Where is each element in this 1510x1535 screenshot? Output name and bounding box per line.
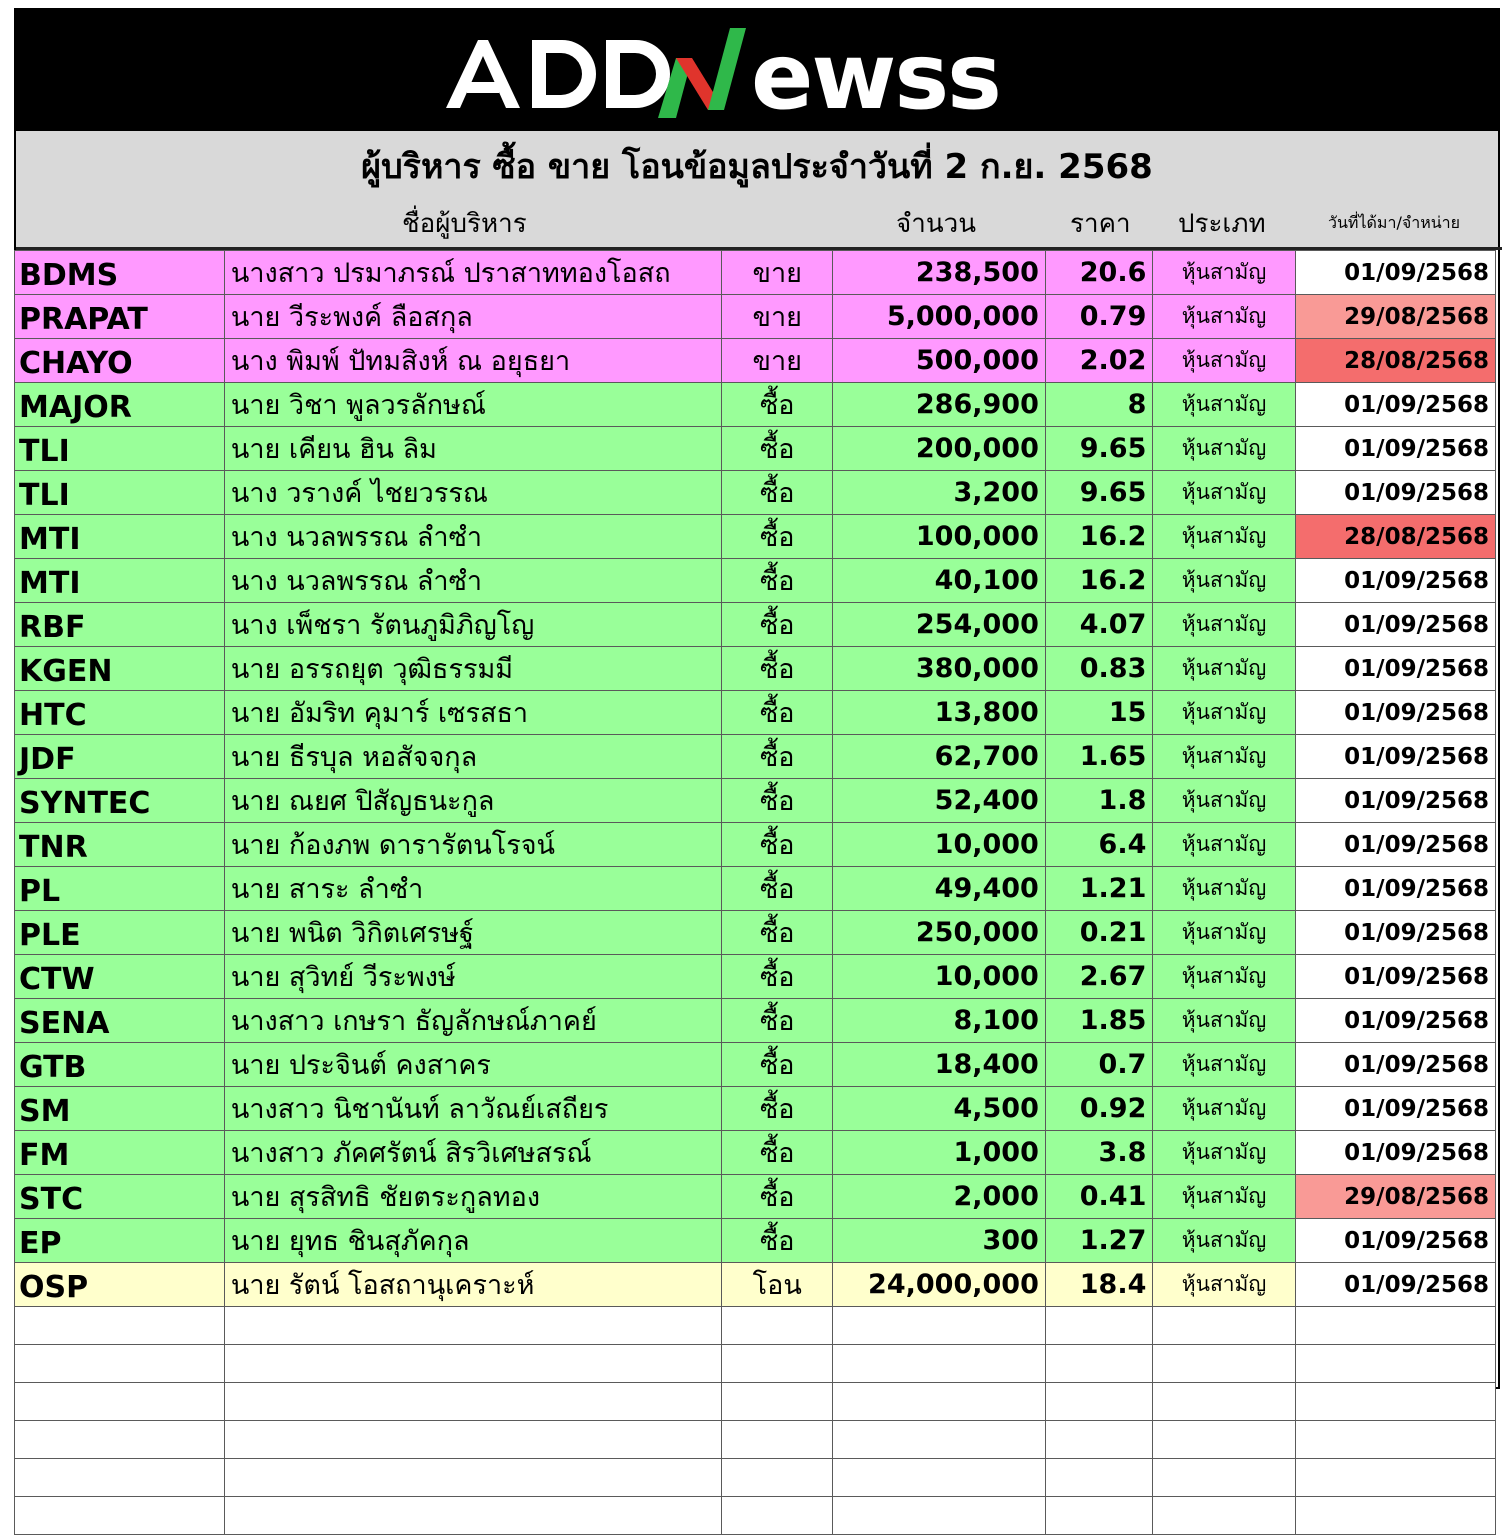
- empty-row: [15, 1421, 1496, 1459]
- trade-quantity: 1,000: [833, 1131, 1046, 1175]
- trade-price: 2.02: [1045, 339, 1153, 383]
- empty-cell: [1295, 1421, 1495, 1459]
- page-title: ผู้บริหาร ซื้อ ขาย โอนข้อมูลประจำวันที่ 2 ก.ย. 2568: [361, 147, 1153, 187]
- empty-cell: [1153, 1497, 1295, 1535]
- insider-trades-table: [14, 250, 1496, 1535]
- security-type: หุ้นสามัญ: [1153, 955, 1295, 999]
- executive-name: นาง วรางค์ ไชยวรรณ: [224, 471, 721, 515]
- table-row: [15, 339, 1496, 383]
- empty-cell: [1295, 1497, 1495, 1535]
- trade-action: ขาย: [722, 339, 833, 383]
- empty-cell: [1045, 1497, 1153, 1535]
- trade-price: 0.83: [1045, 647, 1153, 691]
- trade-price: 0.7: [1045, 1043, 1153, 1087]
- security-type: หุ้นสามัญ: [1153, 383, 1295, 427]
- empty-cell: [15, 1459, 225, 1497]
- empty-cell: [1045, 1459, 1153, 1497]
- empty-row: [15, 1459, 1496, 1497]
- trade-quantity: 13,800: [833, 691, 1046, 735]
- trade-price: 4.07: [1045, 603, 1153, 647]
- trade-quantity: 62,700: [833, 735, 1046, 779]
- trade-date: 01/09/2568: [1295, 955, 1495, 999]
- empty-cell: [722, 1383, 833, 1421]
- stock-symbol: CHAYO: [15, 339, 225, 383]
- trade-date: 01/09/2568: [1295, 251, 1495, 295]
- security-type: หุ้นสามัญ: [1153, 339, 1295, 383]
- trade-quantity: 100,000: [833, 515, 1046, 559]
- table-row: [15, 1175, 1496, 1219]
- stock-symbol: STC: [15, 1175, 225, 1219]
- empty-cell: [833, 1383, 1046, 1421]
- table-row: [15, 1043, 1496, 1087]
- empty-cell: [1295, 1459, 1495, 1497]
- stock-symbol: MAJOR: [15, 383, 225, 427]
- security-type: หุ้นสามัญ: [1153, 1219, 1295, 1263]
- trade-quantity: 200,000: [833, 427, 1046, 471]
- trade-action: ขาย: [722, 295, 833, 339]
- trade-action: ซื้อ: [722, 559, 833, 603]
- empty-cell: [722, 1307, 833, 1345]
- security-type: หุ้นสามัญ: [1153, 515, 1295, 559]
- trade-quantity: 3,200: [833, 471, 1046, 515]
- security-type: หุ้นสามัญ: [1153, 1043, 1295, 1087]
- trade-price: 3.8: [1045, 1131, 1153, 1175]
- trade-quantity: 250,000: [833, 911, 1046, 955]
- executive-name: นางสาว นิชานันท์ ลาวัณย์เสถียร: [224, 1087, 721, 1131]
- executive-name: นาย เคียน ฮิน ลิม: [224, 427, 721, 471]
- executive-name: นางสาว เกษรา ธัญลักษณ์ภาคย์: [224, 999, 721, 1043]
- table-row: [15, 295, 1496, 339]
- trade-quantity: 24,000,000: [833, 1263, 1046, 1307]
- executive-name: นาย ก้องภพ ดารารัตนโรจน์: [224, 823, 721, 867]
- title-area: [16, 131, 1498, 249]
- trade-action: ซื้อ: [722, 823, 833, 867]
- trade-date: 01/09/2568: [1295, 911, 1495, 955]
- security-type: หุ้นสามัญ: [1153, 251, 1295, 295]
- trade-price: 1.8: [1045, 779, 1153, 823]
- trade-price: 1.65: [1045, 735, 1153, 779]
- trade-date: 01/09/2568: [1295, 999, 1495, 1043]
- stock-symbol: RBF: [15, 603, 225, 647]
- executive-name: นางสาว ภัคศรัตน์ สิรวิเศษสรณ์: [224, 1131, 721, 1175]
- trade-quantity: 10,000: [833, 823, 1046, 867]
- table-row: [15, 1131, 1496, 1175]
- trade-price: 20.6: [1045, 251, 1153, 295]
- trade-date: 01/09/2568: [1295, 1087, 1495, 1131]
- security-type: หุ้นสามัญ: [1153, 1087, 1295, 1131]
- stock-symbol: JDF: [15, 735, 225, 779]
- svg-text:ewss: ewss: [751, 23, 1000, 130]
- empty-cell: [722, 1497, 833, 1535]
- executive-name: นาง นวลพรรณ ลำซำ: [224, 559, 721, 603]
- executive-name: นาย วีระพงค์ ลือสกุล: [224, 295, 721, 339]
- table-row: [15, 1087, 1496, 1131]
- stock-symbol: CTW: [15, 955, 225, 999]
- stock-symbol: HTC: [15, 691, 225, 735]
- stock-symbol: TLI: [15, 427, 225, 471]
- empty-cell: [1153, 1421, 1295, 1459]
- stock-symbol: GTB: [15, 1043, 225, 1087]
- trade-price: 15: [1045, 691, 1153, 735]
- trade-date: 01/09/2568: [1295, 559, 1495, 603]
- empty-cell: [833, 1345, 1046, 1383]
- trade-date: 01/09/2568: [1295, 427, 1495, 471]
- trade-price: 0.79: [1045, 295, 1153, 339]
- empty-cell: [15, 1497, 225, 1535]
- executive-name: นาย รัตน์ โอสถานุเคราะห์: [224, 1263, 721, 1307]
- empty-cell: [1295, 1345, 1495, 1383]
- empty-cell: [1153, 1345, 1295, 1383]
- table-row: [15, 911, 1496, 955]
- stock-symbol: PL: [15, 867, 225, 911]
- trade-quantity: 8,100: [833, 999, 1046, 1043]
- table-row: [15, 515, 1496, 559]
- security-type: หุ้นสามัญ: [1153, 779, 1295, 823]
- table-row: [15, 1263, 1496, 1307]
- table-row: [15, 823, 1496, 867]
- executive-name: นาง เพ็ชรา รัตนภูมิภิญโญ: [224, 603, 721, 647]
- trade-price: 8: [1045, 383, 1153, 427]
- executive-name: นาง นวลพรรณ ลำซำ: [224, 515, 721, 559]
- stock-symbol: SYNTEC: [15, 779, 225, 823]
- trade-action: ซื้อ: [722, 735, 833, 779]
- trade-date: 01/09/2568: [1295, 1043, 1495, 1087]
- trade-date: 01/09/2568: [1295, 603, 1495, 647]
- trade-quantity: 254,000: [833, 603, 1046, 647]
- executive-name: นาย สุวิทย์ วีระพงษ์: [224, 955, 721, 999]
- stock-symbol: SM: [15, 1087, 225, 1131]
- trade-quantity: 500,000: [833, 339, 1046, 383]
- trade-quantity: 300: [833, 1219, 1046, 1263]
- trade-action: ซื้อ: [722, 1219, 833, 1263]
- security-type: หุ้นสามัญ: [1153, 1175, 1295, 1219]
- security-type: หุ้นสามัญ: [1153, 691, 1295, 735]
- table-row: [15, 603, 1496, 647]
- trade-quantity: 4,500: [833, 1087, 1046, 1131]
- table-row: [15, 955, 1496, 999]
- trade-price: 6.4: [1045, 823, 1153, 867]
- executive-name: นาย วิชา พูลวรลักษณ์: [224, 383, 721, 427]
- stock-symbol: PRAPAT: [15, 295, 225, 339]
- security-type: หุ้นสามัญ: [1153, 911, 1295, 955]
- trade-price: 1.27: [1045, 1219, 1153, 1263]
- trade-date: 28/08/2568: [1295, 339, 1495, 383]
- empty-cell: [224, 1383, 721, 1421]
- executive-name: นาย ธีรบุล หอสัจจกุล: [224, 735, 721, 779]
- security-type: หุ้นสามัญ: [1153, 1131, 1295, 1175]
- table-row: [15, 471, 1496, 515]
- trade-quantity: 286,900: [833, 383, 1046, 427]
- table-row: [15, 735, 1496, 779]
- empty-cell: [833, 1497, 1046, 1535]
- trade-action: ซื้อ: [722, 955, 833, 999]
- trade-quantity: 18,400: [833, 1043, 1046, 1087]
- stock-symbol: EP: [15, 1219, 225, 1263]
- executive-name: นาย สาระ ลำซำ: [224, 867, 721, 911]
- empty-cell: [833, 1421, 1046, 1459]
- stock-symbol: TNR: [15, 823, 225, 867]
- empty-cell: [722, 1421, 833, 1459]
- empty-cell: [224, 1497, 721, 1535]
- stock-symbol: KGEN: [15, 647, 225, 691]
- table-row: [15, 1219, 1496, 1263]
- empty-cell: [15, 1383, 225, 1421]
- security-type: หุ้นสามัญ: [1153, 559, 1295, 603]
- trade-date: 01/09/2568: [1295, 1263, 1495, 1307]
- trade-quantity: 238,500: [833, 251, 1046, 295]
- executive-name: นาย ยุทธ ชินสุภัคกุล: [224, 1219, 721, 1263]
- stock-symbol: PLE: [15, 911, 225, 955]
- security-type: หุ้นสามัญ: [1153, 647, 1295, 691]
- trade-action: ซื้อ: [722, 1131, 833, 1175]
- empty-cell: [224, 1345, 721, 1383]
- empty-cell: [1045, 1345, 1153, 1383]
- trade-action: ซื้อ: [722, 647, 833, 691]
- empty-row: [15, 1497, 1496, 1535]
- empty-cell: [722, 1459, 833, 1497]
- empty-cell: [224, 1307, 721, 1345]
- security-type: หุ้นสามัญ: [1153, 603, 1295, 647]
- table-row: [15, 647, 1496, 691]
- trade-action: ซื้อ: [722, 515, 833, 559]
- empty-cell: [833, 1307, 1046, 1345]
- header-type: ประเภท: [1178, 209, 1266, 239]
- trade-quantity: 49,400: [833, 867, 1046, 911]
- trade-action: ซื้อ: [722, 383, 833, 427]
- empty-cell: [722, 1345, 833, 1383]
- executive-name: นาย ณยศ ปิสัญธนะกูล: [224, 779, 721, 823]
- trade-action: ซื้อ: [722, 427, 833, 471]
- trade-action: ซื้อ: [722, 1043, 833, 1087]
- header-date: วันที่ได้มา/จำหน่าย: [1328, 213, 1461, 232]
- trade-price: 16.2: [1045, 559, 1153, 603]
- trade-date: 01/09/2568: [1295, 779, 1495, 823]
- logo-banner: [16, 10, 1498, 131]
- empty-cell: [1153, 1307, 1295, 1345]
- security-type: หุ้นสามัญ: [1153, 735, 1295, 779]
- trade-date: 01/09/2568: [1295, 1131, 1495, 1175]
- executive-name: นาย อัมริท คุมาร์ เซรสธา: [224, 691, 721, 735]
- trade-action: ซื้อ: [722, 867, 833, 911]
- trade-action: ซื้อ: [722, 999, 833, 1043]
- table-row: [15, 427, 1496, 471]
- stock-symbol: TLI: [15, 471, 225, 515]
- empty-cell: [1153, 1459, 1295, 1497]
- addnewss-logo: [16, 10, 1498, 131]
- trade-date: 28/08/2568: [1295, 515, 1495, 559]
- trade-action: ขาย: [722, 251, 833, 295]
- stock-symbol: BDMS: [15, 251, 225, 295]
- table-row: [15, 251, 1496, 295]
- trade-action: โอน: [722, 1263, 833, 1307]
- empty-row: [15, 1345, 1496, 1383]
- empty-row: [15, 1307, 1496, 1345]
- empty-cell: [15, 1421, 225, 1459]
- trade-date: 29/08/2568: [1295, 295, 1495, 339]
- table-row: [15, 383, 1496, 427]
- stock-symbol: FM: [15, 1131, 225, 1175]
- header-name: ชื่อผู้บริหาร: [402, 209, 527, 239]
- security-type: หุ้นสามัญ: [1153, 867, 1295, 911]
- stock-symbol: OSP: [15, 1263, 225, 1307]
- empty-cell: [1153, 1383, 1295, 1421]
- executive-name: นาย อรรถยุต วุฒิธรรมมี: [224, 647, 721, 691]
- security-type: หุ้นสามัญ: [1153, 295, 1295, 339]
- trade-quantity: 380,000: [833, 647, 1046, 691]
- stock-symbol: MTI: [15, 559, 225, 603]
- empty-cell: [1045, 1421, 1153, 1459]
- executive-name: นางสาว ปรมาภรณ์ ปราสาททองโอสถ: [224, 251, 721, 295]
- trade-date: 01/09/2568: [1295, 867, 1495, 911]
- trade-date: 01/09/2568: [1295, 691, 1495, 735]
- trade-action: ซื้อ: [722, 911, 833, 955]
- empty-cell: [1045, 1307, 1153, 1345]
- header-quantity: จำนวน: [896, 209, 976, 239]
- empty-cell: [1295, 1307, 1495, 1345]
- trade-price: 0.92: [1045, 1087, 1153, 1131]
- trade-price: 1.21: [1045, 867, 1153, 911]
- stock-symbol: SENA: [15, 999, 225, 1043]
- trade-quantity: 40,100: [833, 559, 1046, 603]
- security-type: หุ้นสามัญ: [1153, 823, 1295, 867]
- empty-cell: [1045, 1383, 1153, 1421]
- trade-date: 01/09/2568: [1295, 471, 1495, 515]
- trade-price: 0.21: [1045, 911, 1153, 955]
- trade-price: 0.41: [1045, 1175, 1153, 1219]
- empty-cell: [224, 1459, 721, 1497]
- empty-cell: [833, 1459, 1046, 1497]
- security-type: หุ้นสามัญ: [1153, 999, 1295, 1043]
- empty-cell: [15, 1307, 225, 1345]
- executive-name: นาง พิมพ์ ปัทมสิงห์ ณ อยุธยา: [224, 339, 721, 383]
- empty-cell: [224, 1421, 721, 1459]
- empty-cell: [15, 1345, 225, 1383]
- security-type: หุ้นสามัญ: [1153, 427, 1295, 471]
- trade-date: 01/09/2568: [1295, 647, 1495, 691]
- trade-date: 29/08/2568: [1295, 1175, 1495, 1219]
- trade-price: 9.65: [1045, 471, 1153, 515]
- trade-date: 01/09/2568: [1295, 383, 1495, 427]
- trade-date: 01/09/2568: [1295, 823, 1495, 867]
- header-price: ราคา: [1070, 209, 1131, 239]
- trade-quantity: 10,000: [833, 955, 1046, 999]
- table-row: [15, 867, 1496, 911]
- executive-name: นาย พนิต วิกิตเศรษฐ์: [224, 911, 721, 955]
- trade-price: 2.67: [1045, 955, 1153, 999]
- trade-quantity: 5,000,000: [833, 295, 1046, 339]
- security-type: หุ้นสามัญ: [1153, 1263, 1295, 1307]
- trade-price: 18.4: [1045, 1263, 1153, 1307]
- security-type: หุ้นสามัญ: [1153, 471, 1295, 515]
- table-row: [15, 779, 1496, 823]
- table-row: [15, 691, 1496, 735]
- trade-price: 9.65: [1045, 427, 1153, 471]
- trade-quantity: 2,000: [833, 1175, 1046, 1219]
- trade-action: ซื้อ: [722, 603, 833, 647]
- trade-date: 01/09/2568: [1295, 735, 1495, 779]
- trade-action: ซื้อ: [722, 1175, 833, 1219]
- trade-action: ซื้อ: [722, 779, 833, 823]
- trade-action: ซื้อ: [722, 471, 833, 515]
- stock-symbol: MTI: [15, 515, 225, 559]
- trade-action: ซื้อ: [722, 691, 833, 735]
- trade-action: ซื้อ: [722, 1087, 833, 1131]
- empty-row: [15, 1383, 1496, 1421]
- trade-quantity: 52,400: [833, 779, 1046, 823]
- executive-name: นาย สุรสิทธิ ชัยตระกูลทอง: [224, 1175, 721, 1219]
- trade-price: 16.2: [1045, 515, 1153, 559]
- trade-price: 1.85: [1045, 999, 1153, 1043]
- trade-date: 01/09/2568: [1295, 1219, 1495, 1263]
- empty-cell: [1295, 1383, 1495, 1421]
- table-row: [15, 999, 1496, 1043]
- executive-name: นาย ประจินต์ คงสาคร: [224, 1043, 721, 1087]
- spreadsheet: [14, 8, 1500, 1389]
- table-row: [15, 559, 1496, 603]
